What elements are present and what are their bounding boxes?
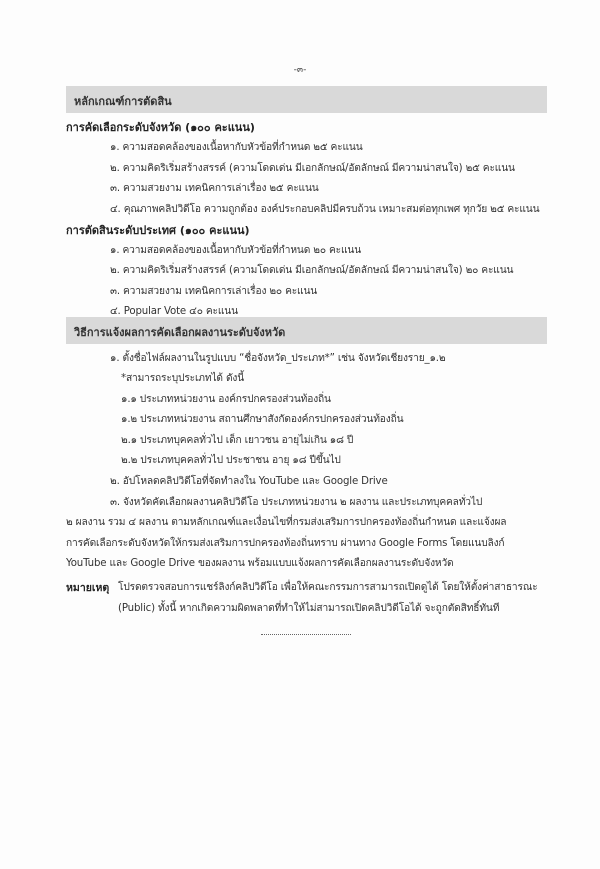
section-title: วิธีการแจ้งผลการคัดเลือกผลงานระดับจังหวัด [74, 326, 286, 339]
note-label: หมายเหตุ [66, 582, 110, 594]
step-3-line: การคัดเลือกระดับจังหวัดให้กรมส่งเสริมการปกครองท้องถิ่นทราบ ผ่านทาง Google Forms โดยแนบลิงก์ [66, 538, 505, 549]
national-criterion: ๒. ความคิดริเริ่มสร้างสรรค์ (ความโดดเด่น มีเอกลักษณ์/อัตลักษณ์ มีความน่าสนใจ) ๒๐ คะแนน [110, 265, 514, 276]
step-1: ๑. ตั้งชื่อไฟล์ผลงานในรูปแบบ “ชื่อจังหวัด_ประเภท*” เช่น จังหวัดเชียงราย_๑.๒ [110, 353, 446, 364]
step-3-line: ๓. จังหวัดคัดเลือกผลงานคลิปวิดีโอ ประเภทหน่วยงาน ๒ ผลงาน และประเภทบุคคลทั่วไป [110, 497, 483, 508]
page-number: -๓- [293, 65, 307, 75]
national-criterion: ๓. ความสวยงาม เทคนิคการเล่าเรื่อง ๒๐ คะแนน [110, 286, 318, 297]
section-header-result-notification [66, 317, 547, 344]
step-2: ๒. อัปโหลดคลิปวิดีโอที่จัดทำลงใน YouTube และ Google Drive [110, 476, 388, 487]
provincial-criterion: ๒. ความคิดริเริ่มสร้างสรรค์ (ความโดดเด่น มีเอกลักษณ์/อัตลักษณ์ มีความน่าสนใจ) ๒๕ คะแนน [110, 163, 515, 174]
section-header-judging-criteria [66, 86, 547, 113]
note-line: โปรดตรวจสอบการแชร์ลิงก์คลิปวิดีโอ เพื่อให้คณะกรรมการสามารถเปิดดูได้ โดยให้ตั้งค่าสาธารณะ [118, 582, 538, 593]
step-3-line: YouTube และ Google Drive ของผลงาน พร้อมแบบแจ้งผลการคัดเลือกผลงานระดับจังหวัด [66, 558, 454, 569]
type-option: ๒.๑ ประเภทบุคคลทั่วไป เด็ก เยาวชน อายุไม่เกิน ๑๘ ปี [121, 435, 354, 446]
type-option: ๑.๒ ประเภทหน่วยงาน สถานศึกษาสังกัดองค์กรปกครองส่วนท้องถิ่น [121, 414, 404, 425]
provincial-criterion: ๓. ความสวยงาม เทคนิคการเล่าเรื่อง ๒๕ คะแนน [110, 183, 319, 194]
step-3-line: ๒ ผลงาน รวม ๔ ผลงาน ตามหลักเกณฑ์และเงื่อนไขที่กรมส่งเสริมการปกครองท้องถิ่นกำหนด และแจ้งผล [66, 517, 507, 528]
type-option: ๑.๑ ประเภทหน่วยงาน องค์กรปกครองส่วนท้องถิ่น [121, 394, 331, 405]
end-divider [261, 634, 351, 635]
national-criterion: ๔. Popular Vote ๔๐ คะแนน [110, 306, 238, 317]
section-title: หลักเกณฑ์การตัดสิน [74, 95, 172, 108]
national-criterion: ๑. ความสอดคล้องของเนื้อหากับหัวข้อที่กำหนด ๒๐ คะแนน [110, 245, 362, 256]
step-1-note: *สามารถระบุประเภทได้ ดังนี้ [121, 373, 245, 384]
type-option: ๒.๒ ประเภทบุคคลทั่วไป ประชาชน อายุ ๑๘ ปีขึ้นไป [121, 455, 341, 466]
provincial-criterion: ๑. ความสอดคล้องของเนื้อหากับหัวข้อที่กำหนด ๒๕ คะแนน [110, 142, 363, 153]
note-line: (Public) ทั้งนี้ หากเกิดความผิดพลาดที่ทำให้ไม่สามารถเปิดคลิปวิดีโอได้ จะถูกตัดสิทธิ์ทันที [118, 603, 500, 614]
provincial-criterion: ๔. คุณภาพคลิปวิดีโอ ความถูกต้อง องค์ประกอบคลิปมีครบถ้วน เหมาะสมต่อทุกเพศ ทุกวัย ๒๕ คะแนน [110, 204, 540, 215]
national-heading: การตัดสินระดับประเทศ (๑๐๐ คะแนน) [66, 224, 250, 237]
provincial-heading: การคัดเลือกระดับจังหวัด (๑๐๐ คะแนน) [66, 121, 255, 134]
